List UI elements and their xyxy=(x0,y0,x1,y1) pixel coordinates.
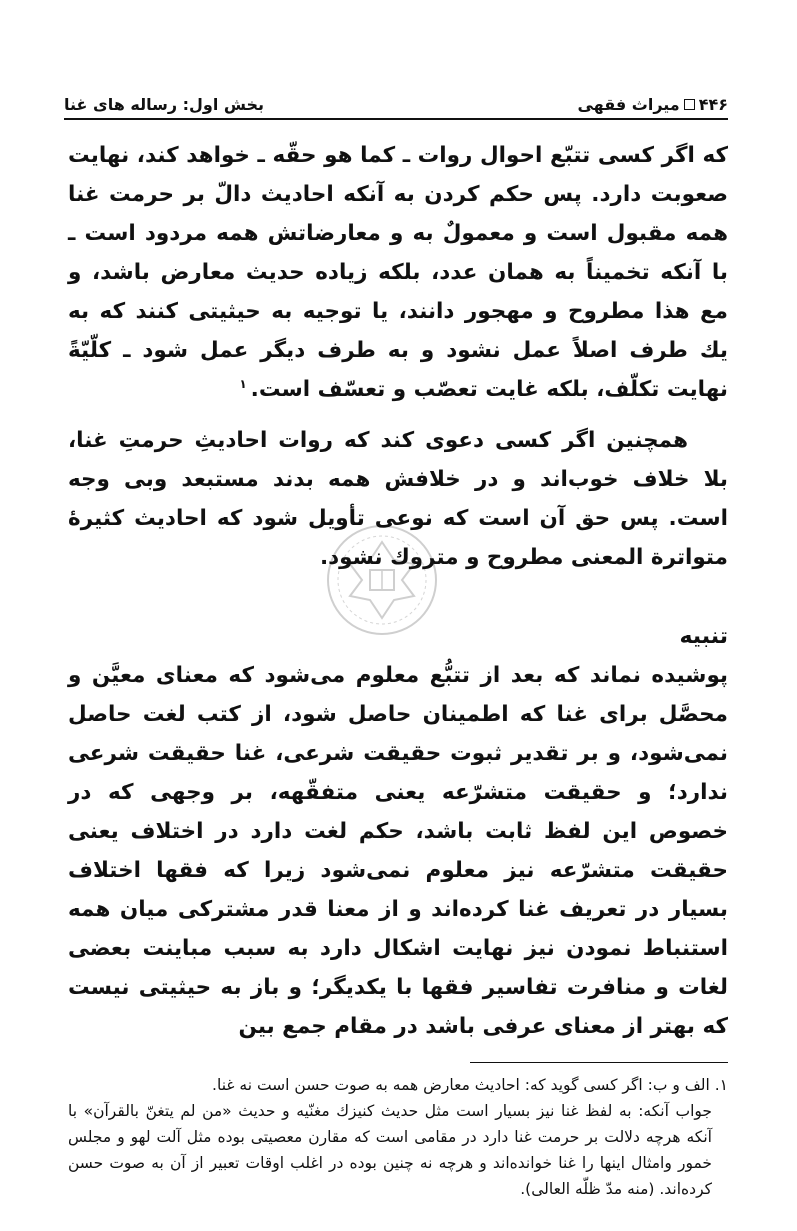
paragraph: پوشیده نماند که بعد از تتبُّع معلوم می‌شود که معنای معیَّن و محصَّل برای غنا که اطمینان حاصل شود، از کتب لغت حاصل نمی‌شود، و بر تقدیر ثبوت حقیقت شرعی، غنا حقیقت شرعی ندارد؛ و حقیقت متشرّعه یعنی متفقّهه، بر وجهی که در خصوص این لفظ ثابت باشد، حکم لغت دارد در اختلاف یعنی حقیقت متشرّعه نیز معلوم نمی‌شود زیرا که فقها اختلاف بسیار در تعریف غنا کرده‌اند و از معنا قدر مشترکی میان همه استنباط نمودن نیز نهایت اشکال دارد به سبب مباینت بعضی لغات و منافرت تفاسیر فقها با یکدیگر؛ و باز به حیثیتی نیست که بهتر از معنای عرفی باشد در مقام جمع بین xyxy=(68,663,728,1039)
page-number: ۴۴۶ xyxy=(698,95,728,114)
main-text xyxy=(68,136,728,1046)
footnotes xyxy=(68,1072,728,1202)
book-title: میراث فقهی xyxy=(577,95,680,114)
header-divider xyxy=(64,118,728,120)
paragraph-text: که اگر کسی تتبّع احوال روات ـ کما هو حقّه ـ خواهد کند، نهایت صعوبت دارد. پس حکم کردن به آنکه احادیث دالّ بر حرمت غنا همه مقبول است و معمولٌ به و معارضاتش همه مردود است ـ با آنکه تخمیناً به همان عدد، بلکه زیاده حدیث معارض باشد، و مع هذا مطروح و مهجور دانند، یا توجیه به حیثیتی کنند که به یك طرف اصلاً عمل نشود و به طرف دیگر عمل شود ـ کلّیّةً نهایت تکلّف، بلکه غایت تعصّب و تعسّف است. xyxy=(68,143,728,402)
square-bullet-icon xyxy=(684,99,695,110)
footnote-marker: ۱ xyxy=(239,376,247,391)
section-title: بخش اول: رساله های غنا xyxy=(64,95,265,114)
section-heading: تنبیه xyxy=(679,624,728,649)
header-page-info xyxy=(577,95,728,114)
paragraph xyxy=(68,136,728,409)
footnote-line: جواب آنکه: به لفظ غنا نیز بسیار است مثل حدیث کنیزك مغنّیه و حدیث «من لم یتغنّ بالقرآن» با آنکه هرچه دلالت بر حرمت غنا دارد در مقامی است که مقارن معصیتی بوده مثل آلت لهو و مجلس خمور وامثال اینها را غنا خوانده‌اند و هرچه نه چنین بوده در اغلب اوقات تعبیر از آن به صوت حسن کرده‌اند. (منه مدّ ظلّه العالی). xyxy=(68,1102,712,1198)
running-header xyxy=(64,80,728,114)
paragraph: همچنین اگر کسی دعوی کند که روات احادیثِ حرمتِ غنا، بلا خلاف خوب‌اند و در خلافش همه بدند مستبعد وبی وجه است. پس حق آن است که نوعی تأویل شود که احادیث کثیرهٔ متواترة المعنی مطروح و متروك نشود. xyxy=(68,428,728,570)
footnote-line: ۱. الف و ب: اگر کسی گوید که: احادیث معارض همه به صوت حسن است نه غنا. xyxy=(212,1076,728,1094)
footnote-divider xyxy=(470,1062,728,1063)
